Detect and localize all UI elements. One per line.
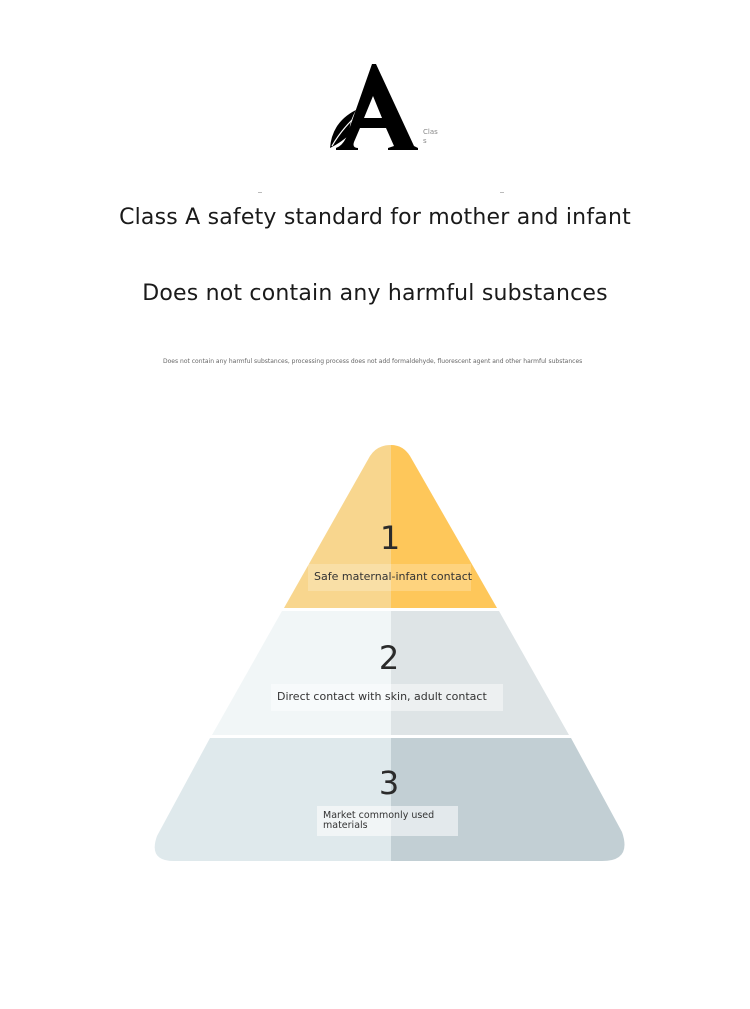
decorative-mark-left bbox=[258, 192, 262, 193]
tier-1-label: Safe maternal-infant contact bbox=[308, 564, 471, 591]
tier-3-number: 3 bbox=[378, 764, 400, 802]
logo-caption bbox=[423, 128, 439, 146]
tier-1-number: 1 bbox=[379, 519, 401, 557]
tier-2-label: Direct contact with skin, adult contact bbox=[271, 684, 503, 711]
description-note: Does not contain any harmful substances, processing process does not add formaldehyde, fluorescent agent and other harmful substances bbox=[163, 358, 583, 365]
tier-2-number: 2 bbox=[378, 639, 400, 677]
tier-3-right-shape bbox=[391, 738, 625, 861]
tier-3-left-shape bbox=[155, 738, 391, 861]
class-a-logo bbox=[326, 62, 422, 152]
logo-caption-line1: Clas bbox=[423, 128, 438, 136]
logo-caption-line2: s bbox=[423, 137, 427, 145]
logo-letter-a bbox=[336, 64, 418, 150]
decorative-mark-right bbox=[500, 192, 504, 193]
tier-2-left-shape bbox=[212, 611, 391, 735]
tier-2-right-shape bbox=[391, 611, 569, 735]
page-subtitle: Does not contain any harmful substances bbox=[142, 281, 608, 306]
tier-3-label: Market commonly used materials bbox=[317, 806, 458, 836]
page-title: Class A safety standard for mother and infant bbox=[119, 205, 631, 230]
